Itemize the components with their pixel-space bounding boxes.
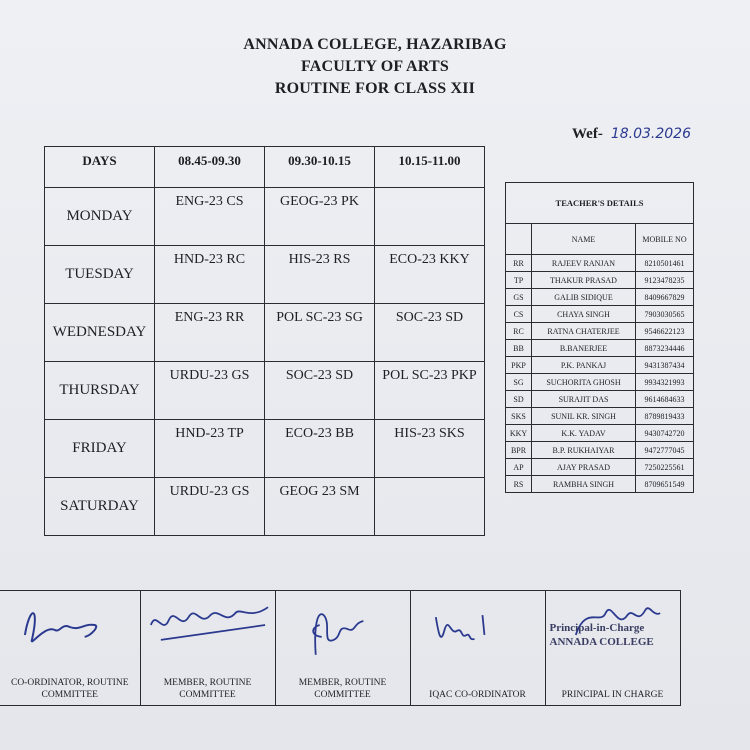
teacher-row [506,442,694,459]
teacher-row [506,408,694,425]
teacher-code: BB [506,340,532,357]
teacher-code: SG [506,374,532,391]
signature-image [411,595,545,663]
teacher-mobile: 9431387434 [636,357,694,374]
teacher-mobile: 7903030565 [636,306,694,323]
signature-table [0,590,681,706]
period-cell: HIS-23 RS [265,246,375,304]
teachers-col-header: MOBILE NO [636,224,694,255]
signature-cell [410,591,545,706]
period-cell: ECO-23 KKY [375,246,485,304]
routine-row [45,188,485,246]
day-cell: FRIDAY [45,420,155,478]
teacher-name: SUNIL KR. SINGH [532,408,636,425]
teacher-mobile: 9472777045 [636,442,694,459]
teacher-name: B.P. RUKHAIYAR [532,442,636,459]
teachers-caption: TEACHER'S DETAILS [506,183,694,224]
teacher-row [506,357,694,374]
teacher-name: RAMBHA SINGH [532,476,636,493]
period-cell: HND-23 TP [155,420,265,478]
teacher-code: SD [506,391,532,408]
teacher-row [506,255,694,272]
period-cell: ECO-23 BB [265,420,375,478]
routine-row [45,304,485,362]
routine-row [45,478,485,536]
routine-table [44,146,485,536]
day-cell: SATURDAY [45,478,155,536]
day-cell: WEDNESDAY [45,304,155,362]
teacher-mobile: 8210501461 [636,255,694,272]
period-cell: POL SC-23 PKP [375,362,485,420]
period-cell: GEOG-23 PK [265,188,375,246]
teacher-code: AP [506,459,532,476]
teacher-code: SKS [506,408,532,425]
period-cell: POL SC-23 SG [265,304,375,362]
teacher-code: PKP [506,357,532,374]
period-cell: ENG-23 RR [155,304,265,362]
teacher-code: RC [506,323,532,340]
signature-image [141,595,275,663]
period-cell: URDU-23 GS [155,362,265,420]
routine-col-header: 09.30-10.15 [265,147,375,188]
teacher-mobile: 9934321993 [636,374,694,391]
teacher-mobile: 9546622123 [636,323,694,340]
signature-image [276,595,410,663]
routine-col-header: 08.45-09.30 [155,147,265,188]
signatory-role: IQAC CO-ORDINATOR [429,690,526,700]
teacher-name: P.K. PANKAJ [532,357,636,374]
stamp-line: Principal-in-Charge [549,622,645,634]
period-cell [375,188,485,246]
teacher-row [506,476,694,493]
routine-col-header: DAYS [45,147,155,188]
teacher-row [506,289,694,306]
teacher-name: B.BANERJEE [532,340,636,357]
routine-title: ROUTINE FOR CLASS XII [274,80,476,97]
teachers-col-header [506,224,532,255]
signature-cell [0,591,140,706]
teacher-code: RR [506,255,532,272]
signature-cell [140,591,275,706]
wef-date: 18.03.2026 [610,126,691,142]
period-cell: GEOG 23 SM [265,478,375,536]
signatory-role: MEMBER, ROUTINE COMMITTEE [163,678,252,700]
teacher-row [506,306,694,323]
teacher-code: CS [506,306,532,323]
teacher-row [506,374,694,391]
teacher-name: RATNA CHATERJEE [532,323,636,340]
teachers-col-header: NAME [532,224,636,255]
teacher-name: GALIB SIDIQUE [532,289,636,306]
teacher-name: RAJEEV RANJAN [532,255,636,272]
day-cell: TUESDAY [45,246,155,304]
teacher-row [506,323,694,340]
teacher-row [506,391,694,408]
teacher-mobile: 7250225561 [636,459,694,476]
faculty-name: FACULTY OF ARTS [301,58,449,75]
teacher-mobile: 8709651549 [636,476,694,493]
teacher-name: SURAJIT DAS [532,391,636,408]
stamp-line: ANNADA COLLEGE [549,636,654,648]
teacher-mobile: 9614684633 [636,391,694,408]
signatory-role: MEMBER, ROUTINE COMMITTEE [298,678,387,700]
teacher-code: GS [506,289,532,306]
teacher-name: SUCHORITA GHOSH [532,374,636,391]
principal-stamp [550,621,676,649]
teacher-name: AJAY PRASAD [532,459,636,476]
college-name: ANNADA COLLEGE, HAZARIBAG [243,36,507,53]
teacher-mobile: 9123478235 [636,272,694,289]
day-cell: MONDAY [45,188,155,246]
period-cell: HIS-23 SKS [375,420,485,478]
signature-cell [545,591,680,706]
routine-row [45,362,485,420]
teacher-name: CHAYA SINGH [532,306,636,323]
teacher-mobile: 8409667829 [636,289,694,306]
teacher-row [506,425,694,442]
signature-image [0,595,140,663]
signatory-role: CO-ORDINATOR, ROUTINE COMMITTEE [10,678,129,700]
signature-cell [275,591,410,706]
routine-col-header: 10.15-11.00 [375,147,485,188]
teacher-code: TP [506,272,532,289]
period-cell: SOC-23 SD [265,362,375,420]
teacher-name: K.K. YADAV [532,425,636,442]
teacher-code: KKY [506,425,532,442]
teacher-code: RS [506,476,532,493]
teacher-code: BPR [506,442,532,459]
teacher-row [506,459,694,476]
teacher-mobile: 9430742720 [636,425,694,442]
period-cell: URDU-23 GS [155,478,265,536]
day-cell: THURSDAY [45,362,155,420]
routine-row [45,246,485,304]
signatory-role: PRINCIPAL IN CHARGE [561,690,664,700]
wef-line [572,126,691,143]
routine-row [45,420,485,478]
teachers-header-row [506,224,694,255]
teacher-mobile: 8789819433 [636,408,694,425]
period-cell: SOC-23 SD [375,304,485,362]
document-header [0,34,750,100]
period-cell [375,478,485,536]
period-cell: ENG-23 CS [155,188,265,246]
period-cell: HND-23 RC [155,246,265,304]
teacher-name: THAKUR PRASAD [532,272,636,289]
teacher-row [506,272,694,289]
teacher-row [506,340,694,357]
teachers-table [505,182,694,493]
wef-label: Wef- [572,126,603,142]
teacher-mobile: 8873234446 [636,340,694,357]
routine-header-row [45,147,485,188]
